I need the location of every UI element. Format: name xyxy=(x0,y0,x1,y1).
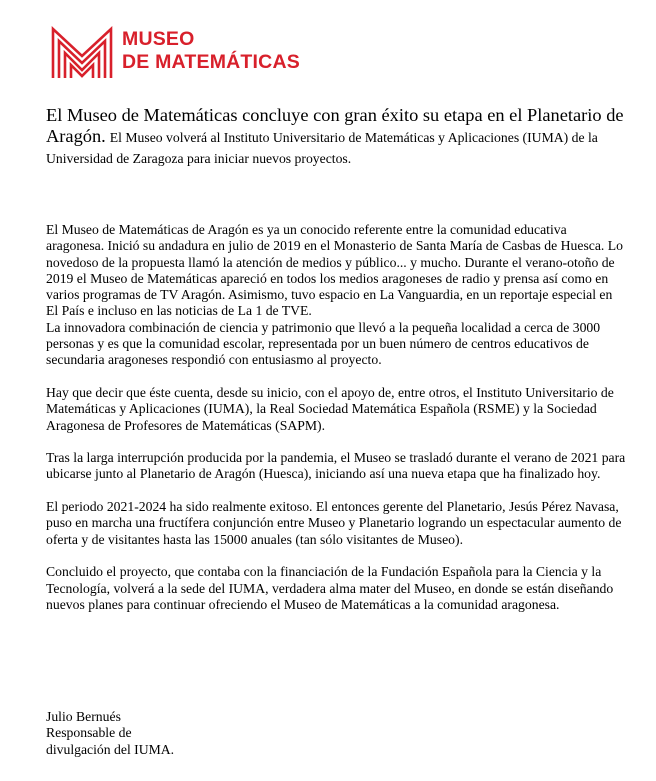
signature xyxy=(46,709,174,758)
headline-lead: El Museo de Matemáticas concluye con gran éxito su etapa en el Planetario de Aragón. xyxy=(46,105,624,146)
museum-m-logo-icon xyxy=(50,26,114,80)
headline-subtitle: El Museo volverá al Instituto Universitario de Matemáticas y Aplicaciones (IUMA) de la Universidad de Zaragoza para iniciar nuevos proyectos. xyxy=(46,130,598,166)
signature-role-line-2: divulgación del IUMA. xyxy=(46,741,175,757)
headline xyxy=(46,105,626,169)
article-body xyxy=(46,222,626,629)
paragraph: El periodo 2021-2024 ha sido realmente exitoso. El entonces gerente del Planetario, Jesús Pérez Navasa, puso en marcha una fructífera conjunción entre Museo y Planetario logrando un espectacular aumento de oferta y de visitantes hasta las 15000 anuales (tan sólo visitantes de Museo). xyxy=(46,499,622,547)
paragraph: Tras la larga interrupción producida por la pandemia, el Museo se trasladó durante el verano de 2021 para ubicarse junto al Planetario de Aragón (Huesca), iniciando así una nueva etapa que ha finalizado hoy. xyxy=(46,450,626,482)
logo-wordmark xyxy=(122,28,300,74)
paragraph: La innovadora combinación de ciencia y patrimonio que llevó a la pequeña localidad a cerca de 3000 personas y es que la comunidad escolar, representada por un buen número de centros educativos de secundaria aragoneses respondió con entusiasmo al proyecto. xyxy=(46,319,601,368)
paragraph: Concluido el proyecto, que contaba con la financiación de la Fundación Española para la Ciencia y la Tecnología, volverá a la sede del IUMA, verdadera alma mater del Museo, en donde se están diseñando nuevos planes para continuar ofreciendo el Museo de Matemáticas a la comunidad aragonesa. xyxy=(46,564,614,612)
museum-logo xyxy=(50,26,300,82)
paragraph: Hay que decir que éste cuenta, desde su inicio, con el apoyo de, entre otros, el Instituto Universitario de Matemáticas y Aplicaciones (IUMA), la Real Sociedad Matemática Española (RSME) y la Sociedad Aragonesa de Profesores de Matemáticas (SAPM). xyxy=(46,384,614,433)
signature-name: Julio Bernués xyxy=(46,709,121,724)
logo-line-2: DE MATEMÁTICAS xyxy=(122,51,300,73)
paragraph: El Museo de Matemáticas de Aragón es ya un conocido referente entre la comunidad educativa aragonesa. Inició su andadura en julio de 2019 en el Monasterio de Santa María de Casbas de Huesca. Lo novedoso de la propuesta llamó la atención de medios y público... y mucho. Durante el verano-otoño de 2019 el Museo de Matemáticas apareció en todos los medios aragoneses de radio y prensa así como en varios programas de TV Aragón. Asimismo, tuvo espacio en La Vanguardia, en un reportaje especial en El País e incluso en las noticias de La 1 de TVE. xyxy=(46,222,623,319)
signature-role-line-1: Responsable de xyxy=(46,725,132,741)
logo-line-1: MUSEO xyxy=(122,28,195,50)
